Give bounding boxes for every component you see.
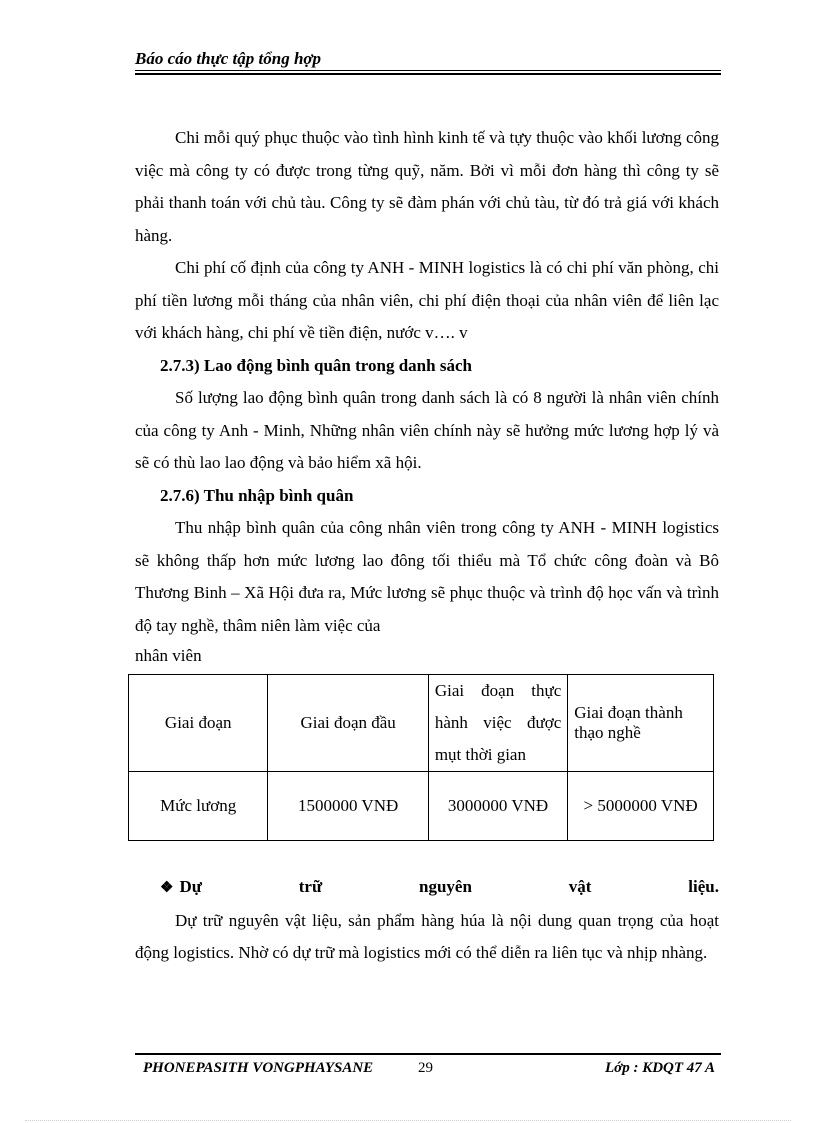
paragraph-cost-quarterly: Chi mỗi quý phục thuộc vào tình hình kinh tế và tựy thuộc vào khối lương công việc mà công ty có được trong từng quỹ, năm. Bởi vì mỗi đơn hàng thì công ty sẽ phải thanh toán với chủ tàu. Công ty sẽ đàm phán với chủ tàu, từ đó trả giá với khách hàng.	[135, 128, 719, 245]
table-cell: Mức lương	[129, 772, 268, 841]
footer-rule	[135, 1053, 721, 1055]
heading-average-labor: 2.7.3) Lao động bình quân trong danh sách	[160, 355, 472, 375]
footer-author: PHONEPASITH VONGPHAYSANE	[143, 1060, 374, 1076]
header-rule-thick	[135, 73, 721, 75]
paragraph-average-income: Thu nhập bình quân của công nhân viên trong công ty ANH - MINH logistics sẽ không thấp hơn mức lương lao đông tối thiểu mà Tổ chức công đoàn và Bô Thương Binh – Xã Hội đưa ra, Mức lương sẽ phục thuộc và trình độ học vấn và trình độ tay nghề, thâm niên làm việc của	[135, 518, 719, 635]
page-header	[135, 48, 721, 70]
paragraph-inventory: Dự trữ nguyên vật liệu, sản phẩm hàng húa là nội dung quan trọng của hoạt động logistics. Nhờ có dự trữ mà logistics mới có thể diễn ra liên tục và nhịp nhàng.	[135, 910, 719, 962]
table-cell: Giai đoạn thực hành việc được mụt thời gian	[428, 675, 567, 772]
header-title: Báo cáo thực tập tổng hợp	[135, 49, 322, 68]
table-header-row	[129, 675, 714, 772]
section-inventory-heading	[135, 871, 719, 905]
table-cell: Giai đoạn thành thạo nghề	[568, 675, 714, 772]
table-cell: > 5000000 VNĐ	[568, 772, 714, 841]
document-body	[135, 122, 719, 970]
paragraph-average-income-tail: nhân viên	[135, 646, 202, 665]
table-cell: Giai đoạn	[129, 675, 268, 772]
table-cell: 1500000 VNĐ	[268, 772, 428, 841]
heading-word: liệu.	[688, 877, 719, 896]
table-row	[129, 772, 714, 841]
paragraph-average-labor: Số lượng lao động bình quân trong danh sách là có 8 người là nhân viên chính của công ty Anh - Minh, Những nhân viên chính này sẽ hưởng mức lương hợp lý và sẽ có thù lao lao động và bảo hiểm xã hội.	[135, 388, 719, 472]
heading-word: nguyên	[419, 877, 472, 896]
salary-table	[128, 674, 714, 841]
header-rule	[135, 70, 721, 71]
paragraph-fixed-costs: Chi phí cố định của công ty ANH - MINH logistics là có chi phí văn phòng, chi phí tiền lương mỗi tháng của nhân viên, chi phí điện thoại của nhân viên để liên lạc với khách hàng, chi phí về tiền điện, nước v…. v	[135, 258, 719, 342]
heading-average-income: 2.7.6) Thu nhập bình quân	[160, 485, 354, 505]
heading-word: Dự	[179, 877, 202, 896]
page-edge	[25, 1120, 791, 1121]
heading-word: vật	[568, 877, 592, 896]
page-number: 29	[418, 1060, 433, 1076]
table-cell: Giai đoạn đầu	[268, 675, 428, 772]
footer-class: Lớp : KDQT 47 A	[605, 1060, 715, 1076]
table-cell: 3000000 VNĐ	[428, 772, 567, 841]
diamond-bullet-icon: ❖	[160, 880, 174, 896]
heading-word: trữ	[298, 877, 323, 896]
